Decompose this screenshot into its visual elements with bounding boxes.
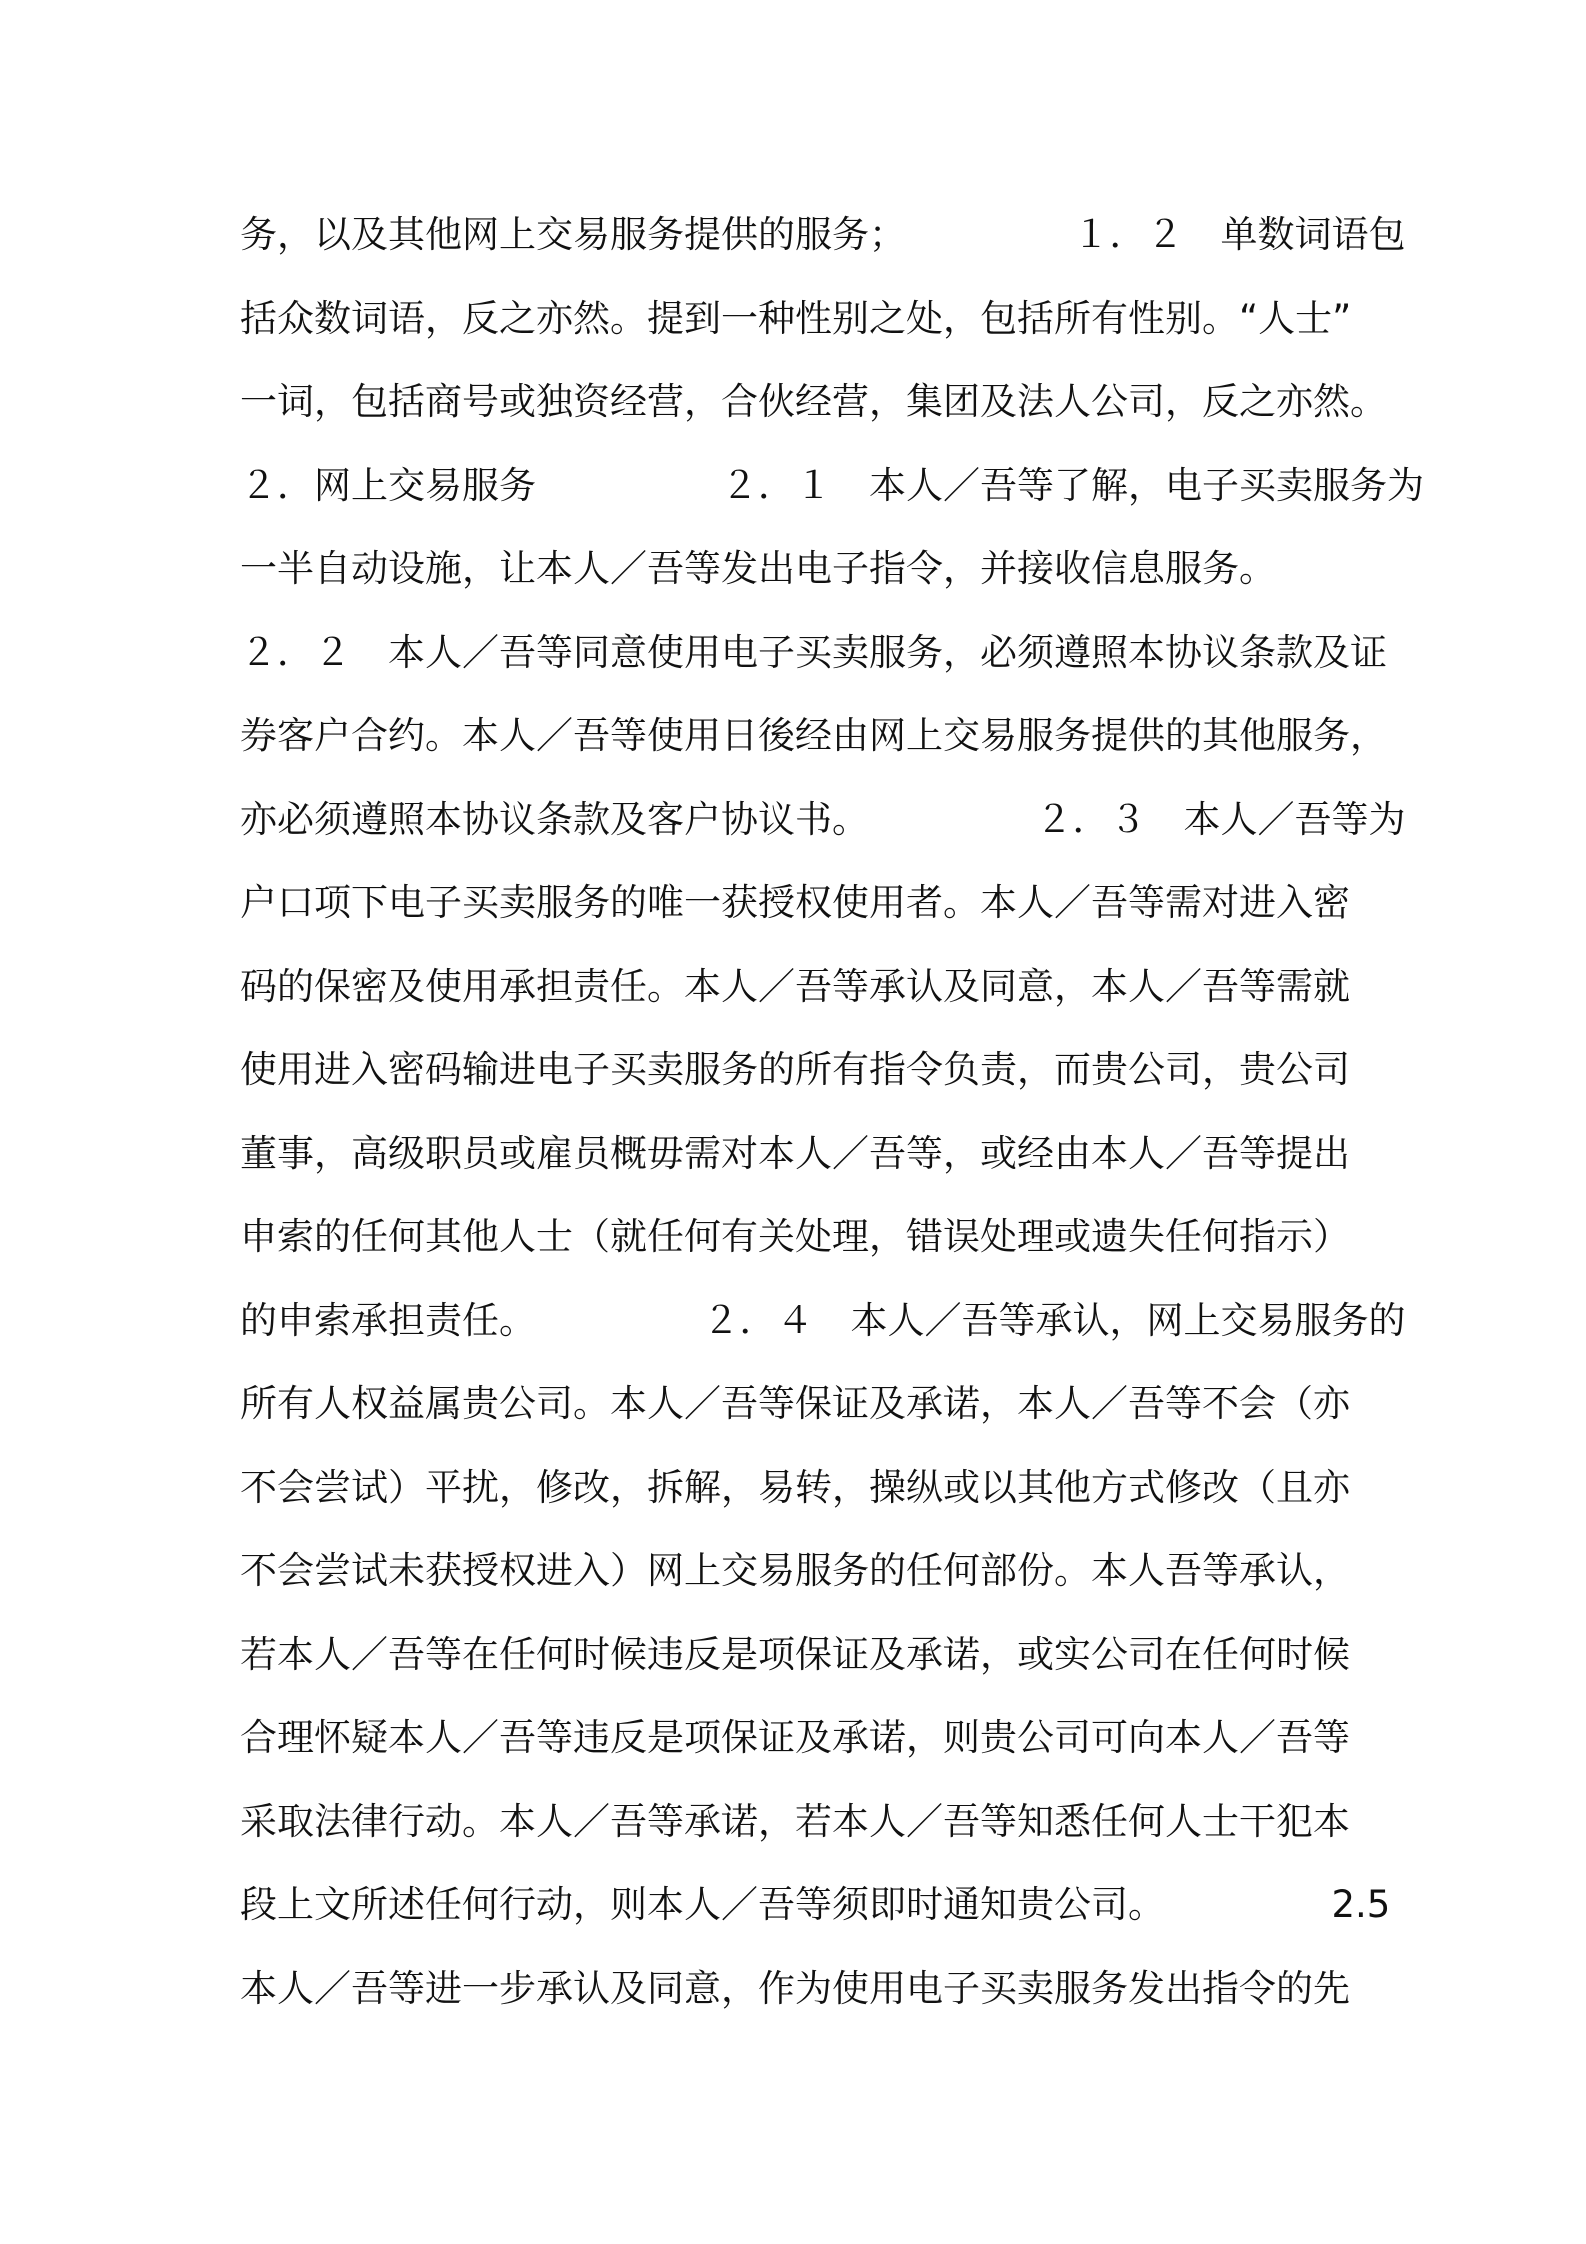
- text-line: ２．网上交易服务 ２．１ 本人／吾等了解，电子买卖服务为: [240, 463, 1424, 507]
- text-line: 一词，包括商号或独资经营，合伙经营，集团及法人公司，反之亦然。: [240, 380, 1387, 423]
- text-line: 段上文所述任何行动，则本人／吾等须即时通知贵公司。 2.5: [240, 1883, 1391, 1926]
- text-line: ２．２ 本人／吾等同意使用电子买卖服务，必须遵照本协议条款及证: [240, 630, 1387, 674]
- text-line: 合理怀疑本人／吾等违反是项保证及承诺，则贵公司可向本人／吾等: [240, 1716, 1350, 1759]
- text-line: 亦必须遵照本协议条款及客户协议书。 ２．３ 本人／吾等为: [240, 797, 1406, 841]
- text-line: 券客户合约。本人／吾等使用日後经由网上交易服务提供的其他服务，: [240, 714, 1387, 757]
- text-line: 一半自动设施，让本人／吾等发出电子指令，并接收信息服务。: [240, 547, 1276, 590]
- text-line: 若本人／吾等在任何时候违反是项保证及承诺，或实公司在任何时候: [240, 1632, 1350, 1676]
- text-line: 使用进入密码输进电子买卖服务的所有指令负责，而贵公司，贵公司: [240, 1048, 1350, 1091]
- text-line: 本人／吾等进一步承认及同意，作为使用电子买卖服务发出指令的先: [240, 1966, 1350, 2010]
- text-line: 码的保密及使用承担责任。本人／吾等承认及同意，本人／吾等需就: [240, 964, 1350, 1008]
- text-line: 户口项下电子买卖服务的唯一获授权使用者。本人／吾等需对进入密: [240, 881, 1350, 924]
- text-line: 务，以及其他网上交易服务提供的服务； １．２ 单数词语包: [240, 213, 1406, 256]
- text-line: 的申索承担责任。 ２．４ 本人／吾等承认，网上交易服务的: [240, 1298, 1406, 1342]
- text-line: 括众数词语，反之亦然。提到一种性别之处，包括所有性别。“人士”: [240, 296, 1352, 340]
- text-line: 不会尝试）平扰，修改，拆解，易转，操纵或以其他方式修改（且亦: [240, 1465, 1350, 1509]
- text-line: 采取法律行动。本人／吾等承诺，若本人／吾等知悉任何人士干犯本: [240, 1799, 1350, 1843]
- text-line: 申索的任何其他人士（就任何有关处理，错误处理或遗失任何指示）: [240, 1215, 1350, 1258]
- text-line: 所有人权益属贵公司。本人／吾等保证及承诺，本人／吾等不会（亦: [240, 1382, 1350, 1425]
- text-line: 不会尝试未获授权进入）网上交易服务的任何部份。本人吾等承认，: [240, 1549, 1350, 1592]
- agreement-text: [240, 193, 1424, 2030]
- text-line: 董事，高级职员或雇员概毋需对本人／吾等，或经由本人／吾等提出: [240, 1131, 1350, 1175]
